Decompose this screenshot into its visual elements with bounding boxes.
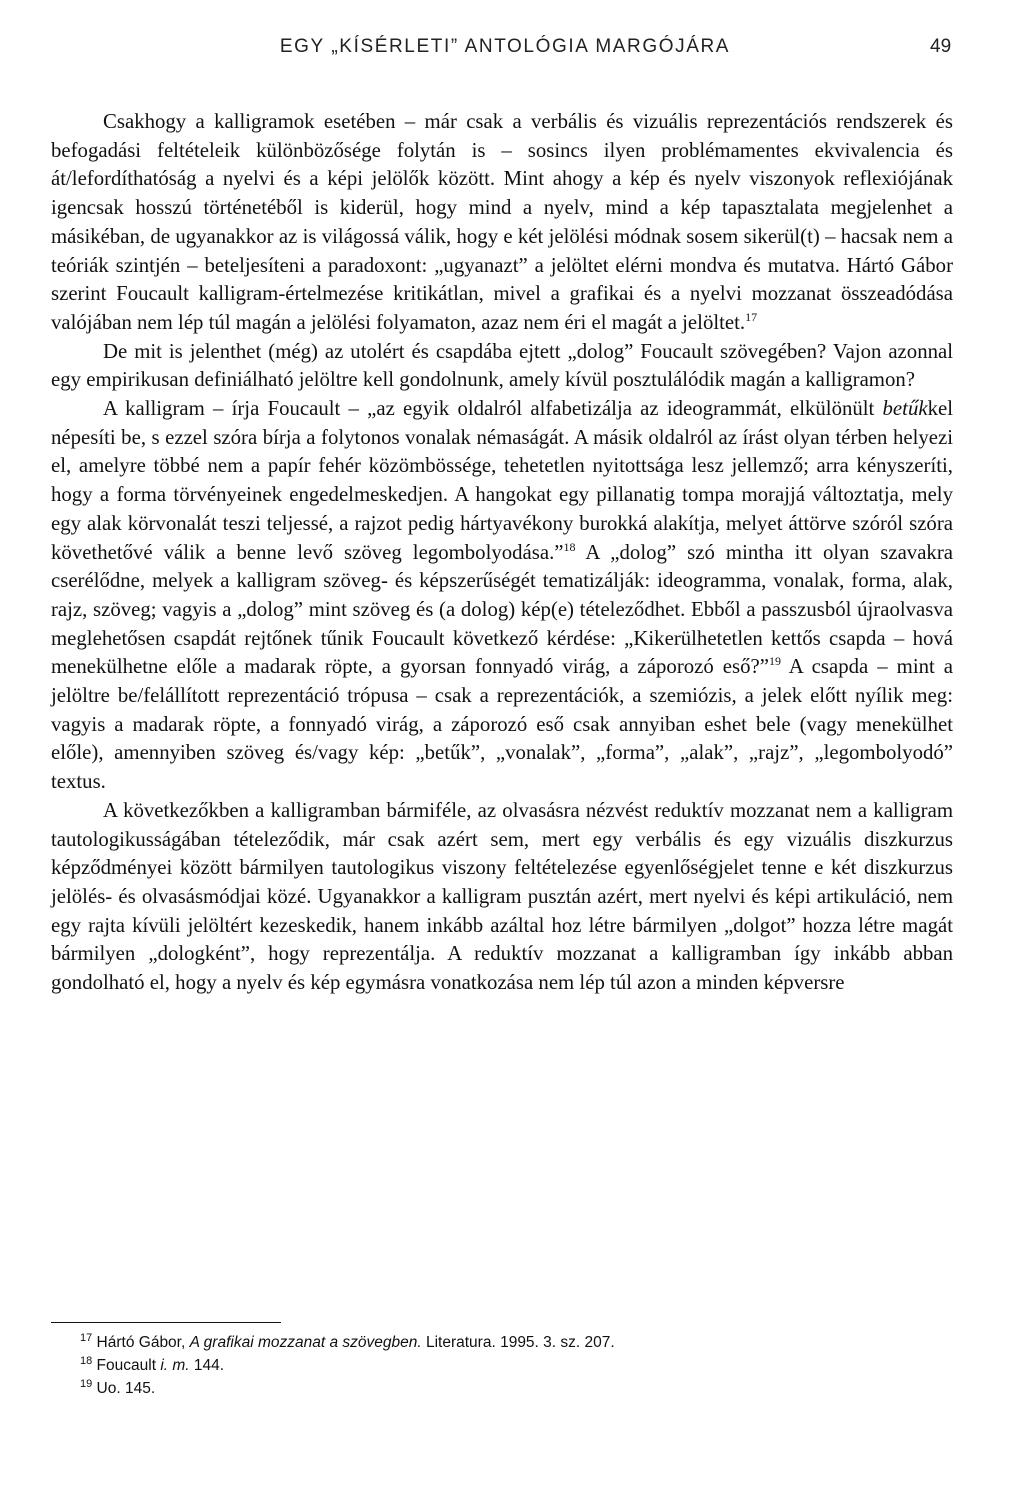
paragraph-1 xyxy=(51,108,953,338)
footnote-17-text: Hártó Gábor, xyxy=(92,1334,190,1351)
paragraph-2: De mit is jelenthet (még) az utolért és csapdába ejtett „dolog” Foucault szövegében? Vajon azonnal egy empirikusan definiálható jelöltre kell gondolnunk, amely kívül posztulálódik magán a kalligramon? xyxy=(51,339,953,392)
paragraph-3-text-d: A csapda – mint a jelöltre be/felállított reprezentáció trópusa – csak a reprezentációk, a szemiózis, a jelek előtt nyílik meg: vagyis a madarak röpte, a fonnyadó virág, a záporozó eső csak annyiban eshet bele (vagy menekülhet előle), amennyiben szöveg és/vagy kép: „betűk”, „vonalak”, „forma”, „alak”, „rajz”, „legombolyodó” textus. xyxy=(51,655,953,794)
footnote-19-text: Uo. 145. xyxy=(92,1380,156,1397)
footnote-17-source: Literatura. 1995. 3. sz. 207. xyxy=(421,1334,615,1351)
paragraph-3-text-c: A „dolog” szó mintha itt olyan szavakra cserélődne, melyek a kalligram szöveg- és képszerűségét tematizálják: ideogramma, vonalak, forma, alak, rajz, szöveg; vagyis a „dolog” mint szöveg és (a dolog) kép(e) tételeződhet. Ebből a passzusból újraolvasva meglehetősen csapdát rejtőnek tűnik Foucault következő kérdése: „Kikerülhetetlen kettős csapda – hová menekülhetne előle a madarak röpte, a gyorsan fonnyadó virág, a záporozó eső?” xyxy=(51,540,953,679)
footnote-18 xyxy=(80,1354,940,1377)
footnote-ref-19: 19 xyxy=(768,654,781,669)
footnote-18-abbrev: i. m. xyxy=(160,1357,190,1374)
running-title: EGY „KÍSÉRLETI” ANTOLÓGIA MARGÓJÁRA xyxy=(279,36,731,57)
paragraph-3-text-b: kel népesíti be, s ezzel szóra bírja a folytonos vonalak némaságát. A másik oldalról az írást olyan térben helyezi el, amelyre többé nem a papír fehér közömbössége, tehetetlen nyitottsága lesz jellemző; arra kényszeríti, hogy a forma törvényeinek engedelmeskedjen. A hangokat egy pillanatig tompa morajjá változtatja, mely egy alak körvonalát teszi teljessé, a rajzot pedig hártyavékony burokká alakítja, melyet áttörve szóról szóra követhetővé válik a benne levő szöveg legombolyodása.” xyxy=(51,397,953,564)
footnotes xyxy=(80,1331,940,1400)
body-text xyxy=(51,108,953,998)
footnote-18-text: Foucault xyxy=(92,1357,161,1374)
footnote-18-number: 18 xyxy=(80,1355,93,1367)
footnote-ref-18: 18 xyxy=(563,539,576,554)
footnote-18-page: 144. xyxy=(189,1357,225,1374)
footnote-19 xyxy=(80,1377,940,1400)
paragraph-3-italic-word: betűk xyxy=(882,397,928,421)
paragraph-4: A következőkben a kalligramban bármiféle, az olvasásra nézvést reduktív mozzanat nem a kalligram tautologikusságában tételeződik, már csak azért sem, mert egy verbális és egy vizuális diszkurzus képződményei között bármilyen tautologikus viszony feltételezése egyenlőségjelet tenne e két diszkurzus jelölés- és olvasásmódjai közé. Ugyanakkor a kalligram pusztán azért, mert nyelvi és képi artikuláció, nem egy rajta kívüli jelöltért kezeskedik, hanem inkább azáltal hoz létre bármilyen „dolgot” hozza létre magát bármilyen „dologként”, hogy reprezentálja. A reduktív mozzanat a kalligramban így inkább abban gondolható el, hogy a nyelv és kép egymásra vonatkozása nem lép túl azon a minden képversre xyxy=(51,798,953,995)
footnote-divider xyxy=(51,1322,281,1323)
footnote-17-number: 17 xyxy=(80,1332,93,1344)
paragraph-3 xyxy=(51,395,953,797)
footnote-19-number: 19 xyxy=(80,1378,93,1390)
footnote-ref-17: 17 xyxy=(745,309,758,324)
page-number: 49 xyxy=(930,36,952,57)
footnote-17-title: A grafikai mozzanat a szövegben. xyxy=(189,1334,422,1351)
paragraph-3-text-a: A kalligram – írja Foucault – „az egyik oldalról alfabetizálja az ideogrammát, elkülönült xyxy=(103,397,883,421)
footnote-17 xyxy=(80,1331,940,1354)
paragraph-1-text: Csakhogy a kalligramok esetében – már csak a verbális és vizuális reprezentációs rendszerek és befogadási feltételeik különbözősége folytán is – sosincs ilyen problémamentes ekvivalencia és át/lefordíthatóság a nyelvi és a képi jelölők között. Mint ahogy a kép és nyelv viszonyok reflexiójának igencsak hosszú történetéből is kiderül, hogy mind a nyelv, mind a kép tapasztalata megjelenhet a másikéban, de ugyanakkor az is világossá válik, hogy e két jelölési módnak sosem sikerül(t) – hacsak nem a teóriák szintjén – beteljesíteni a paradoxont: „ugyanazt” a jelöltet elérni mondva és mutatva. Hártó Gábor szerint Foucault kalligram-értelmezése kritikátlan, mivel a grafikai és a nyelvi mozzanat összeadódása valójában nem lép túl magán a jelölési folyamaton, azaz nem éri el magát a jelöltet. xyxy=(51,110,953,334)
